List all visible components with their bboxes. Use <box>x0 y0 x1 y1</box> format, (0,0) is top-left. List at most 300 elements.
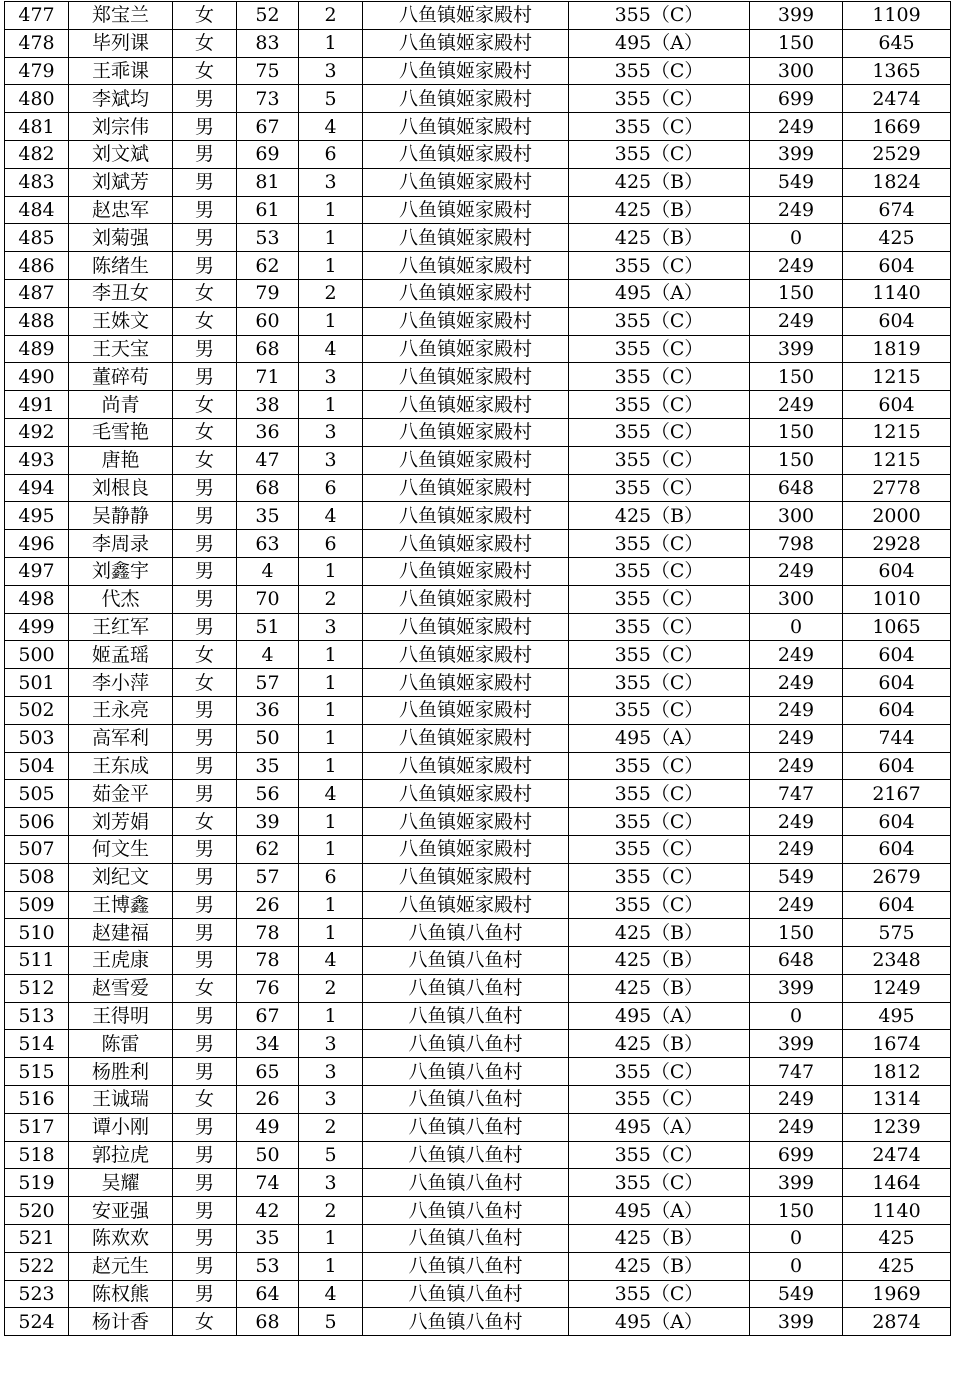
household-size-cell: 4 <box>299 947 363 975</box>
village-cell: 八鱼镇八鱼村 <box>363 1225 569 1253</box>
total-cell: 2529 <box>843 140 951 168</box>
age-cell: 79 <box>237 279 299 307</box>
village-cell: 八鱼镇八鱼村 <box>363 1197 569 1225</box>
household-size-cell: 6 <box>299 140 363 168</box>
village-cell: 八鱼镇姬家殿村 <box>363 669 569 697</box>
total-cell: 604 <box>843 391 951 419</box>
name-cell: 郭拉虎 <box>69 1141 173 1169</box>
amount-cell: 150 <box>750 418 843 446</box>
age-cell: 39 <box>237 808 299 836</box>
amount-cell: 249 <box>750 1086 843 1114</box>
age-cell: 26 <box>237 1086 299 1114</box>
standard-cell: 355（C） <box>569 1280 750 1308</box>
table-row <box>5 1002 951 1030</box>
serial-number-cell: 506 <box>5 808 69 836</box>
amount-cell: 150 <box>750 446 843 474</box>
standard-cell: 355（C） <box>569 641 750 669</box>
household-size-cell: 6 <box>299 474 363 502</box>
household-size-cell: 6 <box>299 530 363 558</box>
serial-number-cell: 512 <box>5 974 69 1002</box>
table-row <box>5 947 951 975</box>
serial-number-cell: 490 <box>5 363 69 391</box>
gender-cell: 男 <box>173 474 237 502</box>
village-cell: 八鱼镇姬家殿村 <box>363 724 569 752</box>
gender-cell: 男 <box>173 224 237 252</box>
amount-cell: 150 <box>750 1197 843 1225</box>
serial-number-cell: 481 <box>5 113 69 141</box>
serial-number-cell: 510 <box>5 919 69 947</box>
village-cell: 八鱼镇姬家殿村 <box>363 780 569 808</box>
standard-cell: 355（C） <box>569 113 750 141</box>
age-cell: 57 <box>237 669 299 697</box>
table-row <box>5 2 951 30</box>
household-size-cell: 1 <box>299 1225 363 1253</box>
household-size-cell: 1 <box>299 724 363 752</box>
table-row <box>5 57 951 85</box>
age-cell: 68 <box>237 474 299 502</box>
household-size-cell: 2 <box>299 1113 363 1141</box>
total-cell: 2679 <box>843 863 951 891</box>
gender-cell: 男 <box>173 696 237 724</box>
serial-number-cell: 520 <box>5 1197 69 1225</box>
age-cell: 74 <box>237 1169 299 1197</box>
name-cell: 陈雷 <box>69 1030 173 1058</box>
standard-cell: 425（B） <box>569 168 750 196</box>
household-size-cell: 1 <box>299 252 363 280</box>
serial-number-cell: 507 <box>5 835 69 863</box>
age-cell: 50 <box>237 724 299 752</box>
total-cell: 604 <box>843 641 951 669</box>
table-row <box>5 446 951 474</box>
amount-cell: 0 <box>750 1002 843 1030</box>
amount-cell: 249 <box>750 252 843 280</box>
standard-cell: 425（B） <box>569 502 750 530</box>
standard-cell: 355（C） <box>569 140 750 168</box>
table-row <box>5 29 951 57</box>
table-row <box>5 1225 951 1253</box>
age-cell: 47 <box>237 446 299 474</box>
village-cell: 八鱼镇姬家殿村 <box>363 891 569 919</box>
table-row <box>5 168 951 196</box>
household-size-cell: 3 <box>299 1030 363 1058</box>
standard-cell: 355（C） <box>569 391 750 419</box>
amount-cell: 249 <box>750 696 843 724</box>
table-row <box>5 696 951 724</box>
amount-cell: 399 <box>750 335 843 363</box>
total-cell: 604 <box>843 696 951 724</box>
gender-cell: 男 <box>173 140 237 168</box>
name-cell: 刘菊强 <box>69 224 173 252</box>
amount-cell: 249 <box>750 196 843 224</box>
standard-cell: 425（B） <box>569 1030 750 1058</box>
age-cell: 26 <box>237 891 299 919</box>
name-cell: 李丑女 <box>69 279 173 307</box>
serial-number-cell: 502 <box>5 696 69 724</box>
table-row <box>5 808 951 836</box>
age-cell: 36 <box>237 696 299 724</box>
standard-cell: 355（C） <box>569 530 750 558</box>
village-cell: 八鱼镇姬家殿村 <box>363 224 569 252</box>
amount-cell: 249 <box>750 669 843 697</box>
age-cell: 36 <box>237 418 299 446</box>
village-cell: 八鱼镇姬家殿村 <box>363 29 569 57</box>
amount-cell: 399 <box>750 1030 843 1058</box>
gender-cell: 女 <box>173 391 237 419</box>
household-size-cell: 3 <box>299 57 363 85</box>
amount-cell: 399 <box>750 2 843 30</box>
gender-cell: 男 <box>173 947 237 975</box>
name-cell: 唐艳 <box>69 446 173 474</box>
amount-cell: 249 <box>750 835 843 863</box>
table-row <box>5 279 951 307</box>
village-cell: 八鱼镇姬家殿村 <box>363 196 569 224</box>
total-cell: 1109 <box>843 2 951 30</box>
village-cell: 八鱼镇姬家殿村 <box>363 752 569 780</box>
amount-cell: 549 <box>750 1280 843 1308</box>
total-cell: 645 <box>843 29 951 57</box>
table-row <box>5 1113 951 1141</box>
standard-cell: 355（C） <box>569 835 750 863</box>
table-row <box>5 1030 951 1058</box>
standard-cell: 425（B） <box>569 947 750 975</box>
amount-cell: 300 <box>750 502 843 530</box>
table-row <box>5 780 951 808</box>
table-row <box>5 474 951 502</box>
total-cell: 1140 <box>843 1197 951 1225</box>
gender-cell: 男 <box>173 85 237 113</box>
name-cell: 王姝文 <box>69 307 173 335</box>
serial-number-cell: 496 <box>5 530 69 558</box>
name-cell: 刘文斌 <box>69 140 173 168</box>
name-cell: 王天宝 <box>69 335 173 363</box>
standard-cell: 355（C） <box>569 1141 750 1169</box>
village-cell: 八鱼镇姬家殿村 <box>363 446 569 474</box>
household-size-cell: 6 <box>299 863 363 891</box>
name-cell: 刘根良 <box>69 474 173 502</box>
household-size-cell: 1 <box>299 752 363 780</box>
amount-cell: 798 <box>750 530 843 558</box>
household-size-cell: 1 <box>299 891 363 919</box>
household-size-cell: 3 <box>299 1169 363 1197</box>
name-cell: 何文生 <box>69 835 173 863</box>
gender-cell: 男 <box>173 113 237 141</box>
total-cell: 2928 <box>843 530 951 558</box>
gender-cell: 男 <box>173 1058 237 1086</box>
serial-number-cell: 497 <box>5 557 69 585</box>
total-cell: 744 <box>843 724 951 752</box>
total-cell: 1365 <box>843 57 951 85</box>
serial-number-cell: 521 <box>5 1225 69 1253</box>
amount-cell: 300 <box>750 585 843 613</box>
household-size-cell: 1 <box>299 669 363 697</box>
standard-cell: 425（B） <box>569 224 750 252</box>
gender-cell: 男 <box>173 502 237 530</box>
village-cell: 八鱼镇姬家殿村 <box>363 530 569 558</box>
amount-cell: 0 <box>750 1252 843 1280</box>
age-cell: 73 <box>237 85 299 113</box>
gender-cell: 男 <box>173 196 237 224</box>
standard-cell: 495（A） <box>569 1308 750 1336</box>
standard-cell: 495（A） <box>569 1197 750 1225</box>
household-size-cell: 5 <box>299 85 363 113</box>
village-cell: 八鱼镇八鱼村 <box>363 1002 569 1030</box>
total-cell: 1239 <box>843 1113 951 1141</box>
total-cell: 2474 <box>843 85 951 113</box>
standard-cell: 355（C） <box>569 808 750 836</box>
age-cell: 35 <box>237 752 299 780</box>
standard-cell: 425（B） <box>569 196 750 224</box>
village-cell: 八鱼镇八鱼村 <box>363 1030 569 1058</box>
standard-cell: 355（C） <box>569 85 750 113</box>
age-cell: 68 <box>237 335 299 363</box>
household-size-cell: 1 <box>299 557 363 585</box>
table-row <box>5 724 951 752</box>
standard-cell: 355（C） <box>569 252 750 280</box>
serial-number-cell: 478 <box>5 29 69 57</box>
amount-cell: 150 <box>750 279 843 307</box>
total-cell: 1215 <box>843 446 951 474</box>
name-cell: 赵元生 <box>69 1252 173 1280</box>
household-size-cell: 2 <box>299 1197 363 1225</box>
age-cell: 56 <box>237 780 299 808</box>
age-cell: 49 <box>237 1113 299 1141</box>
gender-cell: 女 <box>173 808 237 836</box>
village-cell: 八鱼镇八鱼村 <box>363 1086 569 1114</box>
serial-number-cell: 499 <box>5 613 69 641</box>
name-cell: 王东成 <box>69 752 173 780</box>
serial-number-cell: 482 <box>5 140 69 168</box>
village-cell: 八鱼镇姬家殿村 <box>363 363 569 391</box>
village-cell: 八鱼镇八鱼村 <box>363 1113 569 1141</box>
standard-cell: 425（B） <box>569 1225 750 1253</box>
name-cell: 吴耀 <box>69 1169 173 1197</box>
village-cell: 八鱼镇姬家殿村 <box>363 474 569 502</box>
gender-cell: 男 <box>173 1252 237 1280</box>
serial-number-cell: 513 <box>5 1002 69 1030</box>
table-row <box>5 502 951 530</box>
standard-cell: 495（A） <box>569 1002 750 1030</box>
serial-number-cell: 517 <box>5 1113 69 1141</box>
gender-cell: 男 <box>173 891 237 919</box>
village-cell: 八鱼镇八鱼村 <box>363 1169 569 1197</box>
household-size-cell: 3 <box>299 446 363 474</box>
total-cell: 2167 <box>843 780 951 808</box>
name-cell: 刘斌芳 <box>69 168 173 196</box>
serial-number-cell: 523 <box>5 1280 69 1308</box>
table-row <box>5 1252 951 1280</box>
serial-number-cell: 484 <box>5 196 69 224</box>
standard-cell: 355（C） <box>569 307 750 335</box>
village-cell: 八鱼镇姬家殿村 <box>363 585 569 613</box>
age-cell: 67 <box>237 113 299 141</box>
age-cell: 68 <box>237 1308 299 1336</box>
name-cell: 赵忠军 <box>69 196 173 224</box>
name-cell: 刘鑫宇 <box>69 557 173 585</box>
total-cell: 604 <box>843 808 951 836</box>
gender-cell: 男 <box>173 168 237 196</box>
name-cell: 陈权熊 <box>69 1280 173 1308</box>
standard-cell: 355（C） <box>569 1169 750 1197</box>
total-cell: 1969 <box>843 1280 951 1308</box>
amount-cell: 249 <box>750 752 843 780</box>
gender-cell: 男 <box>173 585 237 613</box>
serial-number-cell: 501 <box>5 669 69 697</box>
household-size-cell: 1 <box>299 29 363 57</box>
age-cell: 60 <box>237 307 299 335</box>
gender-cell: 女 <box>173 1086 237 1114</box>
serial-number-cell: 494 <box>5 474 69 502</box>
serial-number-cell: 516 <box>5 1086 69 1114</box>
age-cell: 50 <box>237 1141 299 1169</box>
gender-cell: 男 <box>173 919 237 947</box>
age-cell: 70 <box>237 585 299 613</box>
household-size-cell: 3 <box>299 363 363 391</box>
table-row <box>5 1308 951 1336</box>
total-cell: 604 <box>843 307 951 335</box>
name-cell: 杨胜利 <box>69 1058 173 1086</box>
gender-cell: 男 <box>173 1030 237 1058</box>
name-cell: 毕列课 <box>69 29 173 57</box>
table-row <box>5 113 951 141</box>
table-row <box>5 530 951 558</box>
serial-number-cell: 508 <box>5 863 69 891</box>
total-cell: 2000 <box>843 502 951 530</box>
amount-cell: 0 <box>750 1225 843 1253</box>
age-cell: 69 <box>237 140 299 168</box>
total-cell: 604 <box>843 891 951 919</box>
village-cell: 八鱼镇姬家殿村 <box>363 418 569 446</box>
standard-cell: 355（C） <box>569 335 750 363</box>
serial-number-cell: 487 <box>5 279 69 307</box>
name-cell: 姬孟瑶 <box>69 641 173 669</box>
amount-cell: 150 <box>750 363 843 391</box>
total-cell: 425 <box>843 1252 951 1280</box>
standard-cell: 425（B） <box>569 974 750 1002</box>
age-cell: 83 <box>237 29 299 57</box>
gender-cell: 男 <box>173 1141 237 1169</box>
standard-cell: 355（C） <box>569 1058 750 1086</box>
age-cell: 35 <box>237 1225 299 1253</box>
village-cell: 八鱼镇姬家殿村 <box>363 613 569 641</box>
age-cell: 81 <box>237 168 299 196</box>
name-cell: 毛雪艳 <box>69 418 173 446</box>
household-size-cell: 1 <box>299 391 363 419</box>
total-cell: 2348 <box>843 947 951 975</box>
age-cell: 61 <box>237 196 299 224</box>
standard-cell: 425（B） <box>569 1252 750 1280</box>
amount-cell: 300 <box>750 57 843 85</box>
amount-cell: 399 <box>750 1308 843 1336</box>
amount-cell: 249 <box>750 307 843 335</box>
age-cell: 4 <box>237 557 299 585</box>
household-size-cell: 5 <box>299 1308 363 1336</box>
table-row <box>5 669 951 697</box>
age-cell: 64 <box>237 1280 299 1308</box>
name-cell: 王虎康 <box>69 947 173 975</box>
name-cell: 李周录 <box>69 530 173 558</box>
table-row <box>5 557 951 585</box>
table-row <box>5 196 951 224</box>
village-cell: 八鱼镇八鱼村 <box>363 1141 569 1169</box>
amount-cell: 249 <box>750 641 843 669</box>
household-size-cell: 1 <box>299 808 363 836</box>
amount-cell: 747 <box>750 780 843 808</box>
total-cell: 1010 <box>843 585 951 613</box>
serial-number-cell: 514 <box>5 1030 69 1058</box>
age-cell: 76 <box>237 974 299 1002</box>
serial-number-cell: 518 <box>5 1141 69 1169</box>
table-row <box>5 1197 951 1225</box>
household-size-cell: 3 <box>299 1086 363 1114</box>
table-row <box>5 641 951 669</box>
name-cell: 王红军 <box>69 613 173 641</box>
amount-cell: 0 <box>750 224 843 252</box>
amount-cell: 399 <box>750 1169 843 1197</box>
table-row <box>5 391 951 419</box>
amount-cell: 150 <box>750 29 843 57</box>
name-cell: 刘宗伟 <box>69 113 173 141</box>
village-cell: 八鱼镇姬家殿村 <box>363 696 569 724</box>
amount-cell: 249 <box>750 557 843 585</box>
household-size-cell: 2 <box>299 279 363 307</box>
name-cell: 陈欢欢 <box>69 1225 173 1253</box>
serial-number-cell: 486 <box>5 252 69 280</box>
gender-cell: 女 <box>173 641 237 669</box>
table-row <box>5 1169 951 1197</box>
serial-number-cell: 503 <box>5 724 69 752</box>
gender-cell: 男 <box>173 252 237 280</box>
village-cell: 八鱼镇八鱼村 <box>363 974 569 1002</box>
household-size-cell: 1 <box>299 696 363 724</box>
household-size-cell: 5 <box>299 1141 363 1169</box>
village-cell: 八鱼镇姬家殿村 <box>363 252 569 280</box>
total-cell: 1249 <box>843 974 951 1002</box>
standard-cell: 355（C） <box>569 669 750 697</box>
age-cell: 53 <box>237 224 299 252</box>
total-cell: 1140 <box>843 279 951 307</box>
amount-cell: 249 <box>750 391 843 419</box>
total-cell: 1065 <box>843 613 951 641</box>
age-cell: 78 <box>237 919 299 947</box>
gender-cell: 男 <box>173 780 237 808</box>
amount-cell: 399 <box>750 140 843 168</box>
name-cell: 茹金平 <box>69 780 173 808</box>
age-cell: 67 <box>237 1002 299 1030</box>
amount-cell: 648 <box>750 947 843 975</box>
village-cell: 八鱼镇姬家殿村 <box>363 113 569 141</box>
table-row <box>5 585 951 613</box>
total-cell: 1819 <box>843 335 951 363</box>
name-cell: 董碎苟 <box>69 363 173 391</box>
village-cell: 八鱼镇姬家殿村 <box>363 391 569 419</box>
household-size-cell: 3 <box>299 168 363 196</box>
village-cell: 八鱼镇姬家殿村 <box>363 2 569 30</box>
standard-cell: 355（C） <box>569 363 750 391</box>
total-cell: 1215 <box>843 363 951 391</box>
amount-cell: 549 <box>750 863 843 891</box>
gender-cell: 男 <box>173 335 237 363</box>
serial-number-cell: 498 <box>5 585 69 613</box>
gender-cell: 女 <box>173 279 237 307</box>
name-cell: 王博鑫 <box>69 891 173 919</box>
name-cell: 郑宝兰 <box>69 2 173 30</box>
table-row <box>5 1058 951 1086</box>
total-cell: 2778 <box>843 474 951 502</box>
household-size-cell: 4 <box>299 502 363 530</box>
standard-cell: 355（C） <box>569 585 750 613</box>
table-row <box>5 363 951 391</box>
village-cell: 八鱼镇姬家殿村 <box>363 335 569 363</box>
